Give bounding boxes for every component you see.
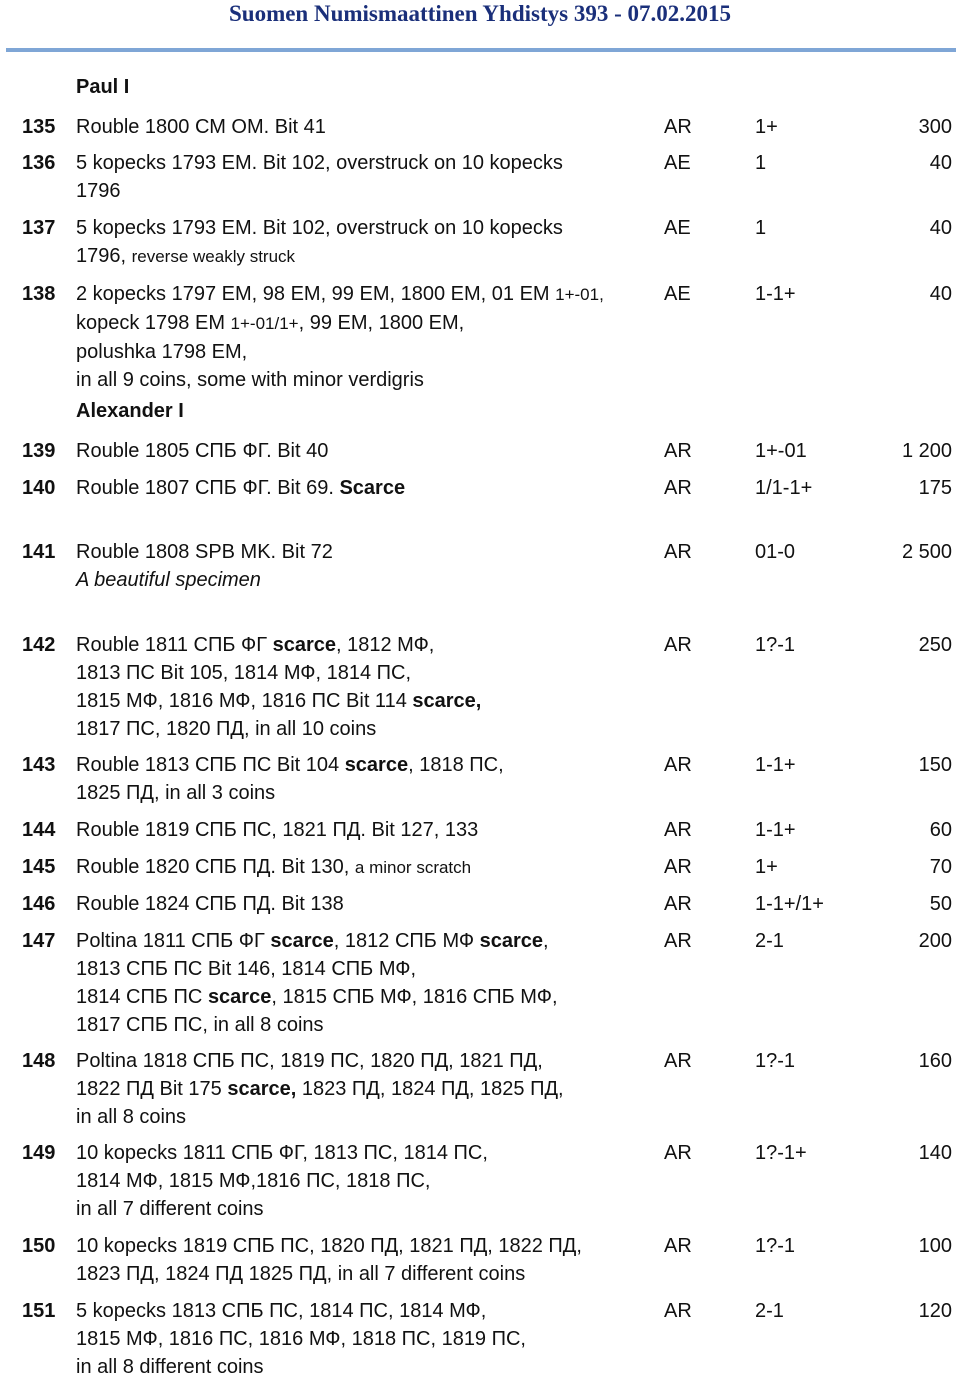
description-text: 1817 ПС, 1820 ПД, in all 10 coins	[76, 718, 377, 740]
description-text: 5 kopecks 1793 ЕМ. Bit 102, overstruck on 10 kopecks	[76, 152, 563, 174]
lot-metal: AR	[664, 1300, 692, 1322]
description-text: Rouble 1813 СПБ ПС Bit 104	[76, 754, 345, 776]
lot-metal: AR	[664, 930, 692, 952]
description-text: reverse weakly struck	[131, 247, 296, 266]
description-text: scarce,	[412, 690, 482, 712]
description-text: scarce	[479, 930, 544, 952]
lot-description	[76, 890, 661, 918]
description-text: scarce,	[227, 1078, 297, 1100]
lot-price: 40	[929, 152, 952, 174]
lot-number: 141	[22, 541, 56, 563]
description-text: Rouble 1824 СПБ ПД. Bit 138	[76, 893, 344, 915]
description-line	[76, 715, 661, 743]
lot-price: 140	[918, 1142, 952, 1164]
description-text: , 1818 ПС,	[408, 754, 504, 776]
description-text: , 1812 МФ,	[336, 634, 435, 656]
description-text: scarce	[344, 754, 409, 776]
section-heading-paul: Paul I	[76, 76, 130, 98]
description-line	[76, 853, 661, 882]
description-text: scarce	[272, 634, 336, 656]
description-text: , 1812 СПБ МФ	[333, 930, 480, 952]
description-line	[76, 1011, 661, 1039]
description-line	[76, 1167, 661, 1195]
lot-description	[76, 437, 661, 465]
lot-description	[76, 1232, 661, 1288]
description-text: 1814 СПБ ПС	[76, 986, 208, 1008]
description-text: Rouble 1811 СПБ ФГ	[76, 634, 273, 656]
lot-metal: AE	[664, 217, 691, 239]
description-text: Poltina 1818 СПБ ПС, 1819 ПС, 1820 ПД, 1821 ПД,	[76, 1050, 543, 1072]
description-line	[76, 1325, 661, 1353]
lot-number: 139	[22, 440, 56, 462]
lot-number: 147	[22, 930, 56, 952]
lot-description	[76, 927, 661, 1039]
lot-price: 250	[918, 634, 952, 656]
lot-description	[76, 113, 661, 141]
lot-number: 140	[22, 477, 56, 499]
description-line	[76, 1260, 661, 1288]
lot-number: 145	[22, 856, 56, 878]
lot-grade: 2-1	[755, 930, 784, 952]
lot-price: 40	[929, 217, 952, 239]
description-line	[76, 149, 661, 177]
lot-price: 120	[918, 1300, 952, 1322]
lot-price: 60	[929, 819, 952, 841]
lot-grade: 1?-1	[755, 634, 796, 656]
description-text: 1817 СПБ ПС, in all 8 coins	[76, 1014, 324, 1036]
lot-description	[76, 1139, 661, 1223]
description-line	[76, 474, 661, 502]
description-text: 1815 МФ, 1816 ПС, 1816 МФ, 1818 ПС, 1819 ПС,	[76, 1328, 526, 1350]
lot-metal: AE	[664, 152, 691, 174]
description-line	[76, 751, 661, 779]
description-text: 1796,	[76, 245, 132, 267]
lot-description	[76, 1047, 661, 1131]
lot-price: 175	[918, 477, 952, 499]
lot-grade: 1/1-1+	[755, 477, 813, 499]
description-line	[76, 631, 661, 659]
description-line	[76, 338, 661, 366]
lot-grade: 1	[755, 217, 767, 239]
lot-grade: 01-0	[755, 541, 796, 563]
description-text: 1813 СПБ ПС Bit 146, 1814 СПБ МФ,	[76, 958, 417, 980]
description-text: in all 9 coins, some with minor verdigris	[76, 369, 424, 391]
lot-price: 100	[918, 1235, 952, 1257]
description-text: polushka 1798 ЕМ,	[76, 341, 248, 363]
lot-metal: AR	[664, 1142, 692, 1164]
description-line	[76, 566, 661, 594]
description-text: in all 8 coins	[76, 1106, 187, 1128]
description-text: 10 kopecks 1819 СПБ ПС, 1820 ПД, 1821 ПД, 1822 ПД,	[76, 1235, 582, 1257]
lot-metal: AR	[664, 541, 692, 563]
lot-metal: AR	[664, 856, 692, 878]
lot-number: 151	[22, 1300, 56, 1322]
lot-number: 149	[22, 1142, 56, 1164]
description-text: Rouble 1819 СПБ ПС, 1821 ПД. Bit 127, 133	[76, 819, 479, 841]
lot-metal: AR	[664, 1235, 692, 1257]
lot-grade: 1+	[755, 116, 778, 138]
lot-metal: AR	[664, 754, 692, 776]
description-text: kopeck 1798 ЕМ	[76, 312, 231, 334]
lot-number: 146	[22, 893, 56, 915]
description-line	[76, 538, 661, 566]
lot-price: 50	[929, 893, 952, 915]
description-text: 1796	[76, 180, 121, 202]
description-line	[76, 1232, 661, 1260]
lot-metal: AR	[664, 477, 692, 499]
description-text: 1823 ПД, 1824 ПД 1825 ПД, in all 7 different coins	[76, 1263, 526, 1285]
lot-description	[76, 474, 661, 502]
description-text: 10 kopecks 1811 СПБ ФГ, 1813 ПС, 1814 ПС,	[76, 1142, 488, 1164]
description-line	[76, 1103, 661, 1131]
description-text: 5 kopecks 1793 ЕМ. Bit 102, overstruck on 10 kopecks	[76, 217, 563, 239]
lot-grade: 1?-1	[755, 1235, 796, 1257]
description-text: 1825 ПД, in all 3 coins	[76, 782, 276, 804]
description-line	[76, 955, 661, 983]
description-line	[76, 214, 661, 242]
description-text: ,	[543, 930, 549, 952]
lot-description	[76, 214, 661, 271]
lot-price: 40	[929, 283, 952, 305]
description-text: 1813 ПС Bit 105, 1814 МФ, 1814 ПС,	[76, 662, 412, 684]
lot-metal: AR	[664, 893, 692, 915]
lot-price: 200	[918, 930, 952, 952]
description-text: 1+-01,	[555, 285, 604, 304]
lot-description	[76, 280, 661, 394]
lot-grade: 2-1	[755, 1300, 784, 1322]
lot-number: 135	[22, 116, 56, 138]
lot-number: 150	[22, 1235, 56, 1257]
lot-price: 2 500	[901, 541, 952, 563]
lot-grade: 1-1+	[755, 819, 796, 841]
description-line	[76, 890, 661, 918]
description-line	[76, 983, 661, 1011]
lot-description	[76, 853, 661, 882]
lot-description	[76, 751, 661, 807]
page-header: Suomen Numismaattinen Yhdistys 393 - 07.02.2015	[228, 1, 731, 26]
lot-metal: AR	[664, 634, 692, 656]
description-line	[76, 816, 661, 844]
description-text: , 99 ЕМ, 1800 ЕМ,	[298, 312, 465, 334]
lot-metal: AE	[664, 283, 691, 305]
lot-description	[76, 631, 661, 743]
lot-price: 70	[929, 856, 952, 878]
description-text: Rouble 1820 СПБ ПД. Bit 130,	[76, 856, 355, 878]
description-text: a minor scratch	[354, 858, 472, 877]
description-line	[76, 366, 661, 394]
description-line	[76, 1353, 661, 1381]
description-text: 1823 ПД, 1824 ПД, 1825 ПД,	[296, 1078, 564, 1100]
description-text: scarce	[207, 986, 272, 1008]
lot-number: 148	[22, 1050, 56, 1072]
lot-number: 137	[22, 217, 56, 239]
description-text: , 1815 СПБ МФ, 1816 СПБ МФ,	[271, 986, 558, 1008]
lot-number: 136	[22, 152, 56, 174]
description-text: scarce	[270, 930, 334, 952]
description-text: Rouble 1800 СМ ОМ. Bit 41	[76, 116, 326, 138]
description-text: in all 8 different coins	[76, 1356, 264, 1378]
lot-metal: AR	[664, 1050, 692, 1072]
description-text: Rouble 1808 SPB MK. Bit 72	[76, 541, 333, 563]
lot-grade: 1+-01	[755, 440, 807, 462]
description-line	[76, 177, 661, 205]
lot-price: 300	[918, 116, 952, 138]
description-line	[76, 280, 661, 309]
description-text: 1814 МФ, 1815 МФ,1816 ПС, 1818 ПС,	[76, 1170, 431, 1192]
lot-description	[76, 1297, 661, 1381]
description-text: in all 7 different coins	[76, 1198, 264, 1220]
lot-grade: 1-1+	[755, 754, 796, 776]
description-line	[76, 659, 661, 687]
description-line	[76, 927, 661, 955]
lot-grade: 1	[755, 152, 767, 174]
lot-grade: 1-1+	[755, 283, 796, 305]
lot-description	[76, 816, 661, 844]
description-line	[76, 779, 661, 807]
lot-metal: AR	[664, 116, 692, 138]
lot-description	[76, 149, 661, 205]
description-line	[76, 1195, 661, 1223]
description-line	[76, 242, 661, 271]
description-text: 2 kopecks 1797 ЕМ, 98 ЕМ, 99 ЕМ, 1800 ЕМ, 01 ЕМ	[76, 283, 556, 305]
lot-number: 138	[22, 283, 56, 305]
description-line	[76, 1075, 661, 1103]
lot-price: 1 200	[901, 440, 952, 462]
lot-price: 150	[918, 754, 952, 776]
lot-grade: 1?-1	[755, 1050, 796, 1072]
lot-grade: 1-1+/1+	[755, 893, 824, 915]
description-text: A beautiful specimen	[76, 569, 261, 591]
description-text: Scarce	[339, 477, 406, 499]
description-line	[76, 687, 661, 715]
lot-grade: 1?-1+	[755, 1142, 807, 1164]
description-text: 1822 ПД Bit 175	[76, 1078, 228, 1100]
lot-number: 144	[22, 819, 56, 841]
description-line	[76, 437, 661, 465]
description-text: Poltina 1811 СПБ ФГ	[76, 930, 271, 952]
header-divider	[6, 48, 956, 52]
description-text: 5 kopecks 1813 СПБ ПС, 1814 ПС, 1814 МФ,	[76, 1300, 487, 1322]
description-line	[76, 113, 661, 141]
description-text: 1815 МФ, 1816 МФ, 1816 ПС Bit 114	[76, 690, 413, 712]
description-line	[76, 1139, 661, 1167]
description-text: 1+-01/1+	[230, 314, 299, 333]
section-heading-alexander: Alexander I	[76, 400, 184, 422]
lot-price: 160	[918, 1050, 952, 1072]
lot-metal: AR	[664, 440, 692, 462]
description-line	[76, 1297, 661, 1325]
description-line	[76, 1047, 661, 1075]
lot-number: 143	[22, 754, 56, 776]
lot-number: 142	[22, 634, 56, 656]
description-text: Rouble 1805 СПБ ФГ. Bit 40	[76, 440, 329, 462]
description-text: Rouble 1807 СПБ ФГ. Bit 69.	[76, 477, 340, 499]
lot-description	[76, 538, 661, 594]
lot-metal: AR	[664, 819, 692, 841]
description-line	[76, 309, 661, 338]
lot-grade: 1+	[755, 856, 778, 878]
